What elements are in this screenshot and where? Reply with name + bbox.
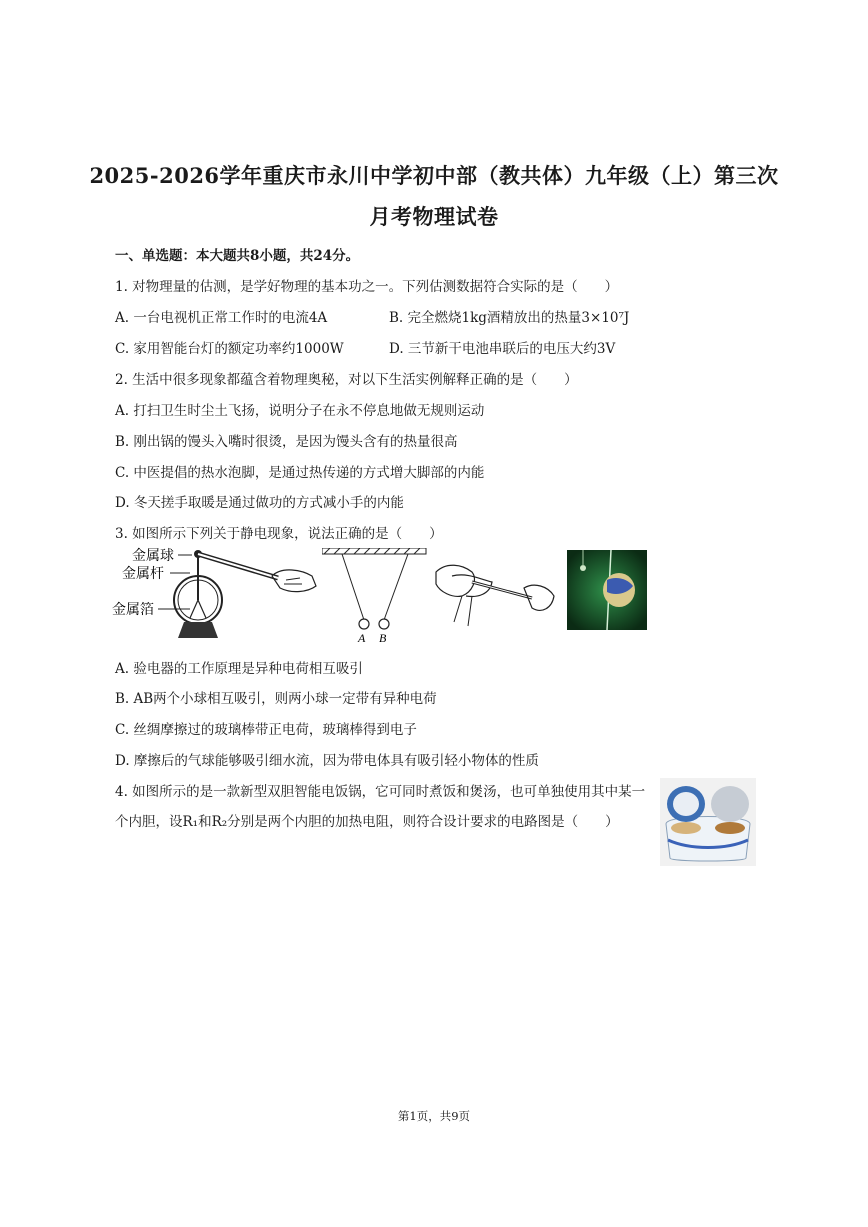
ball-a-label: A (358, 631, 366, 645)
question-1-option-d: D. 三节新干电池串联后的电压大约3V (389, 341, 616, 357)
question-4-stem-line-1: 4. 如图所示的是一款新型双胆智能电饭锅，它可同时煮饭和煲汤，也可单独使用其中某一 (115, 784, 646, 800)
balloon-water-photo (567, 550, 647, 630)
ball-b-label: B (379, 631, 387, 645)
question-4-stem-line-2: 个内胆，设R₁和R₂分别是两个内胆的加热电阻，则符合设计要求的电路图是（ ） (115, 814, 619, 830)
question-2-option-c: C. 中医提倡的热水泡脚，是通过热传递的方式增大脚部的内能 (115, 465, 485, 481)
electroscope-figure (112, 546, 320, 646)
section-heading: 一、单选题：本大题共8小题，共24分。 (115, 248, 360, 264)
question-2-option-d: D. 冬天搓手取暖是通过做功的方式减小手的内能 (115, 495, 404, 511)
question-1-stem: 1. 对物理量的估测，是学好物理的基本功之一。下列估测数据符合实际的是（ ） (115, 279, 619, 295)
question-3-option-c: C. 丝绸摩擦过的玻璃棒带正电荷，玻璃棒得到电子 (115, 722, 417, 738)
question-3-option-b: B. AB两个小球相互吸引，则两小球一定带有异种电荷 (115, 691, 437, 707)
page-footer: 第1页，共9页 (397, 1109, 471, 1123)
question-1-option-a: A. 一台电视机正常工作时的电流4A (115, 310, 328, 326)
question-2-stem: 2. 生活中很多现象都蕴含着物理奥秘，对以下生活实例解释正确的是（ ） (115, 372, 578, 388)
question-1-option-c: C. 家用智能台灯的额定功率约1000W (115, 341, 344, 357)
metal-ball-label: 金属球 (132, 547, 174, 563)
hanging-balls-figure (322, 548, 428, 646)
question-3-stem: 3. 如图所示下列关于静电现象，说法正确的是（ ） (115, 526, 443, 542)
metal-foil-label: 金属箔 (112, 601, 154, 617)
silk-rubbing-figure (432, 552, 558, 632)
question-3-option-d: D. 摩擦后的气球能够吸引细水流，因为带电体具有吸引轻小物体的性质 (115, 753, 539, 769)
page-title-line-2: 月考物理试卷 (369, 204, 499, 229)
question-2-option-a: A. 打扫卫生时尘土飞扬，说明分子在永不停息地做无规则运动 (115, 403, 485, 419)
metal-rod-label: 金属杆 (122, 565, 164, 581)
rice-cooker-photo (660, 778, 756, 866)
question-3-option-a: A. 验电器的工作原理是异种电荷相互吸引 (115, 661, 363, 677)
page-title-line-1: 2025-2026学年重庆市永川中学初中部（教共体）九年级（上）第三次 (89, 163, 779, 188)
question-2-option-b: B. 刚出锅的馒头入嘴时很烫，是因为馒头含有的热量很高 (115, 434, 458, 450)
question-1-option-b: B. 完全燃烧1kg酒精放出的热量3×10⁷J (389, 310, 630, 326)
